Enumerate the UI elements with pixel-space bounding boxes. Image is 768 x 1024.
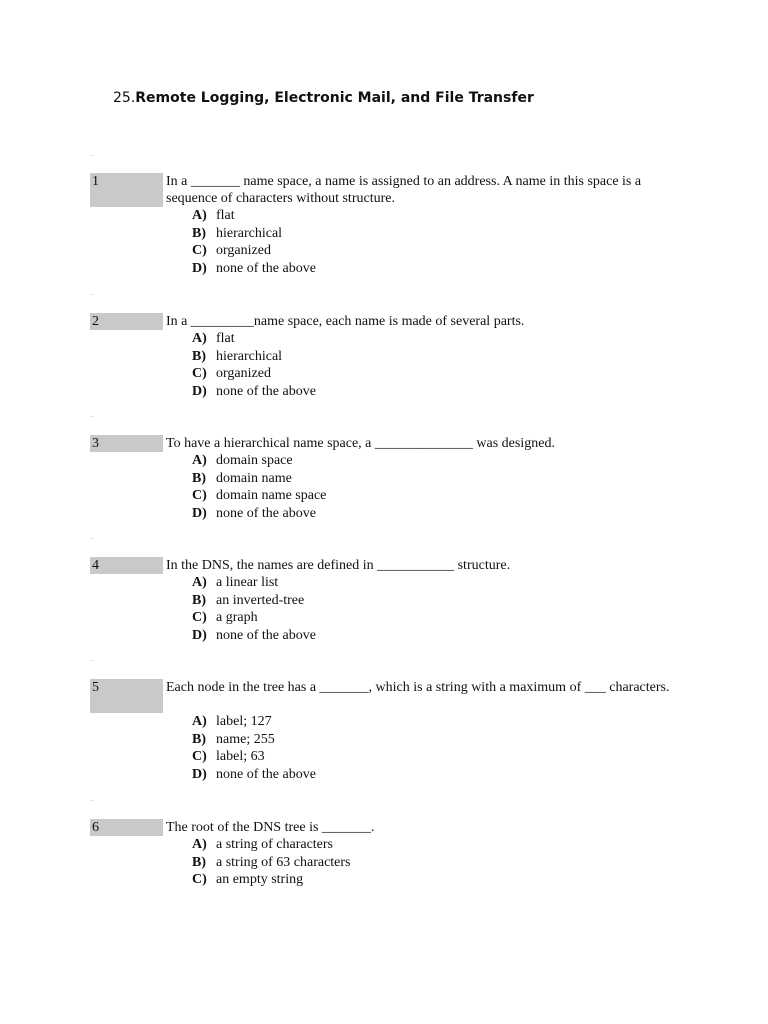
question-number: 2 xyxy=(90,313,163,330)
option-text: domain name xyxy=(216,470,292,486)
separator-mark xyxy=(90,294,93,295)
option-c xyxy=(192,871,351,889)
separator-mark xyxy=(90,416,93,417)
option-a xyxy=(192,452,326,470)
option-c xyxy=(192,487,326,505)
option-d xyxy=(192,383,316,401)
answer-options xyxy=(192,330,316,400)
option-text: none of the above xyxy=(216,260,316,276)
option-letter: C) xyxy=(192,749,207,764)
option-letter: B) xyxy=(192,348,206,364)
option-text: organized xyxy=(216,366,271,381)
question-text: To have a hierarchical name space, a ______________ was designed. xyxy=(166,436,555,451)
option-text: a string of 63 characters xyxy=(216,854,351,870)
option-text: name; 255 xyxy=(216,731,275,747)
option-letter: C) xyxy=(192,366,207,381)
option-text: none of the above xyxy=(216,505,316,521)
option-text: none of the above xyxy=(216,383,316,399)
option-text: label; 127 xyxy=(216,714,272,729)
option-letter: A) xyxy=(192,453,207,468)
option-text: flat xyxy=(216,331,235,346)
option-letter: C) xyxy=(192,610,207,625)
option-d xyxy=(192,260,316,278)
chapter-title xyxy=(113,90,534,106)
option-a xyxy=(192,574,316,592)
option-text: none of the above xyxy=(216,627,316,643)
option-letter: B) xyxy=(192,731,206,747)
option-text: an empty string xyxy=(216,872,304,887)
option-d xyxy=(192,766,316,784)
option-text: a graph xyxy=(216,610,258,625)
option-letter: A) xyxy=(192,837,207,852)
chapter-title-text: Remote Logging, Electronic Mail, and File Transfer xyxy=(135,90,534,106)
option-letter: B) xyxy=(192,854,206,870)
option-text: an inverted-tree xyxy=(216,592,305,608)
option-letter: C) xyxy=(192,488,207,503)
question-number: 1 xyxy=(90,173,163,207)
option-text: hierarchical xyxy=(216,348,283,364)
option-d xyxy=(192,627,316,645)
option-b xyxy=(192,854,351,872)
option-text: a string of characters xyxy=(216,837,333,852)
option-text: organized xyxy=(216,243,271,258)
option-c xyxy=(192,748,316,766)
question-text: In a _________name space, each name is made of several parts. xyxy=(166,314,525,329)
option-letter: A) xyxy=(192,575,207,590)
option-letter: D) xyxy=(192,627,207,643)
option-a xyxy=(192,207,316,225)
option-b xyxy=(192,225,316,243)
separator-mark xyxy=(90,800,93,801)
question-number: 5 xyxy=(90,679,163,713)
option-text: hierarchical xyxy=(216,225,283,241)
option-text: domain space xyxy=(216,453,293,468)
question-text: In the DNS, the names are defined in ___________ structure. xyxy=(166,558,511,573)
option-text: label; 63 xyxy=(216,749,265,764)
question-text: The root of the DNS tree is _______. xyxy=(166,820,375,835)
option-c xyxy=(192,365,316,383)
question-text: Each node in the tree has a _______, which is a string with a maximum of ___ characters. xyxy=(166,680,670,695)
option-text: domain name space xyxy=(216,488,327,503)
option-letter: D) xyxy=(192,383,207,399)
answer-options xyxy=(192,836,351,889)
option-letter: A) xyxy=(192,208,207,223)
option-text: a linear list xyxy=(216,575,279,590)
answer-options xyxy=(192,713,316,783)
option-b xyxy=(192,348,316,366)
option-b xyxy=(192,731,316,749)
question-number: 6 xyxy=(90,819,163,836)
answer-options xyxy=(192,574,316,644)
option-a xyxy=(192,713,316,731)
option-letter: C) xyxy=(192,872,207,887)
option-letter: B) xyxy=(192,470,206,486)
option-letter: D) xyxy=(192,766,207,782)
option-text: none of the above xyxy=(216,766,316,782)
option-b xyxy=(192,592,316,610)
option-b xyxy=(192,470,326,488)
option-letter: C) xyxy=(192,243,207,258)
chapter-number: 25. xyxy=(113,90,136,106)
option-letter: D) xyxy=(192,505,207,521)
separator-mark xyxy=(90,660,93,661)
answer-options xyxy=(192,452,326,522)
option-a xyxy=(192,330,316,348)
option-c xyxy=(192,242,316,260)
separator-mark xyxy=(90,538,93,539)
option-letter: A) xyxy=(192,331,207,346)
option-c xyxy=(192,609,316,627)
separator-mark xyxy=(90,155,93,156)
option-letter: A) xyxy=(192,714,207,729)
option-letter: B) xyxy=(192,225,206,241)
option-text: flat xyxy=(216,208,235,223)
question-number: 3 xyxy=(90,435,163,452)
question-number: 4 xyxy=(90,557,163,574)
option-letter: D) xyxy=(192,260,207,276)
option-a xyxy=(192,836,351,854)
option-letter: B) xyxy=(192,592,206,608)
option-d xyxy=(192,505,326,523)
question-text: In a _______ name space, a name is assigned to an address. A name in this space is a sequence of characters without structure. xyxy=(166,174,642,206)
answer-options xyxy=(192,207,316,277)
